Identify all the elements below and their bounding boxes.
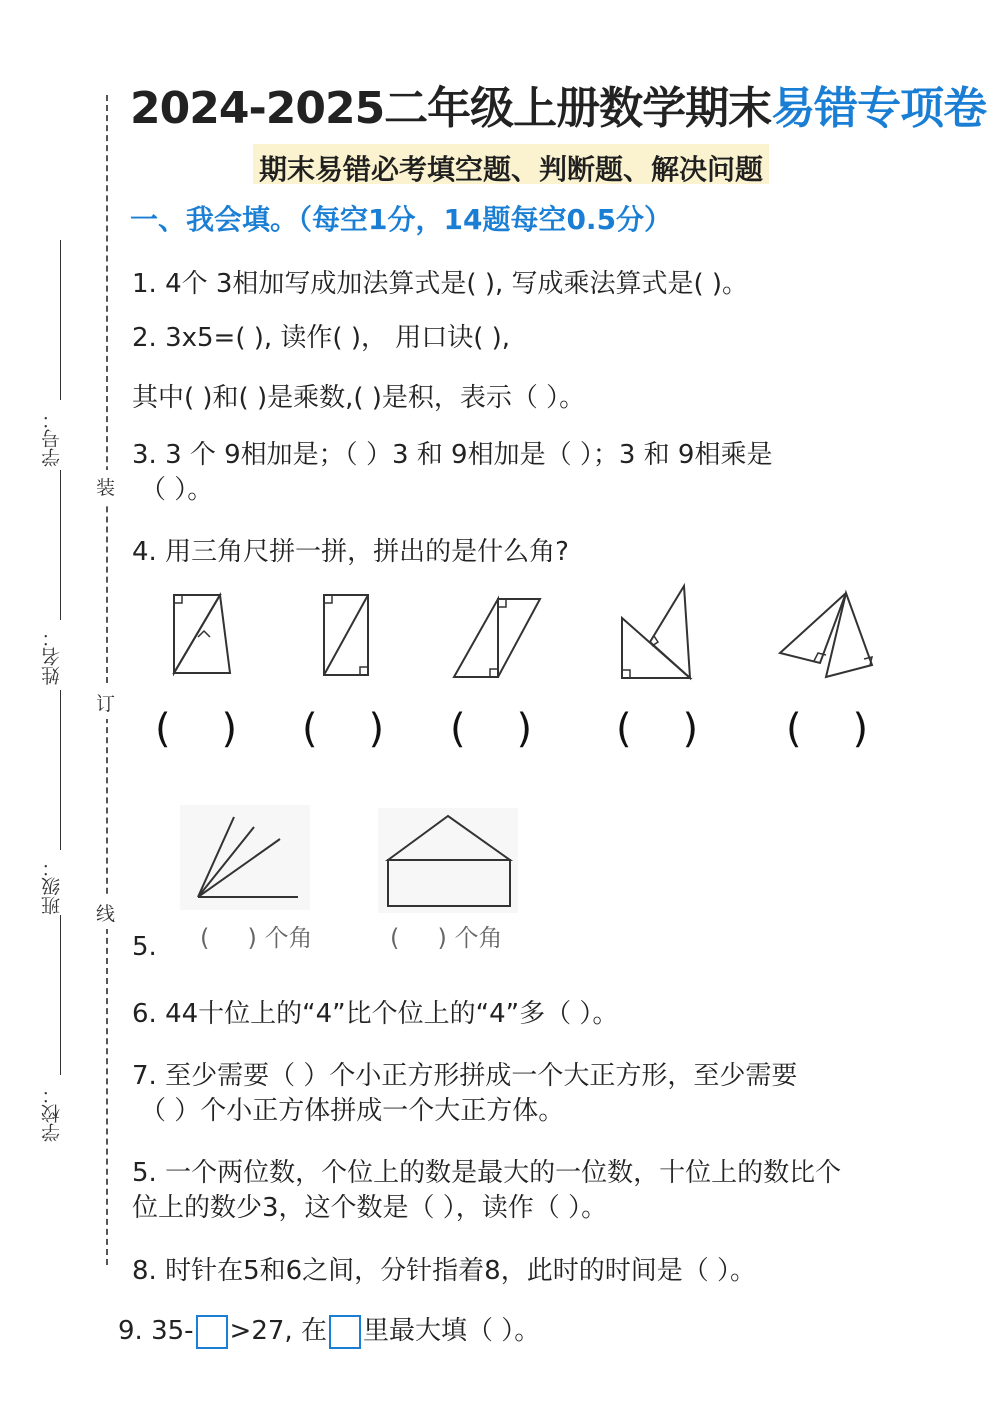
question-7: 7. 至少需要（ ）个小正方形拼成一个大正方形，至少需要	[132, 1061, 798, 1091]
question-9-suffix: 里最大填（ ）。	[362, 1316, 541, 1346]
binding-dashed-line	[106, 95, 108, 1265]
question-2: 2. 3x5=( ), 读作( )， 用口诀( ),	[132, 323, 511, 353]
question-5b: 5. 一个两位数，个位上的数是最大的一位数，十位上的数比个	[132, 1158, 842, 1188]
rays-angle-figure	[180, 805, 310, 910]
answer-box-1[interactable]	[196, 1315, 228, 1349]
angle-figure-3	[448, 585, 548, 685]
question-8: 8. 时针在5和6之间，分针指着8，此时的时间是（ ）。	[132, 1256, 756, 1286]
answer-paren-4[interactable]: ( )	[616, 706, 699, 752]
answer-paren-1[interactable]: ( )	[155, 706, 238, 752]
question-3: 3. 3 个 9相加是；（ ）3 和 9相加是（ ）；3 和 9相乘是	[132, 440, 773, 470]
class-label: 班级：	[41, 858, 63, 915]
question-6: 6. 44十位上的“4”比个位上的“4”多（ ）。	[132, 999, 619, 1029]
section-heading-fill: 一、我会填。（每空1分，14题每空0.5分）	[130, 203, 673, 236]
question-9-middle: >27, 在	[229, 1316, 327, 1346]
binding-word-zhuang: 装	[96, 470, 115, 503]
answer-paren-3[interactable]: ( )	[450, 706, 533, 752]
question-5-label: 5.	[132, 932, 157, 962]
question-9-prefix: 9. 35-	[118, 1316, 194, 1346]
title-main: 2024-2025二年级上册数学期末	[130, 83, 772, 134]
class-rule	[60, 690, 61, 850]
name-label: 姓名：	[41, 628, 63, 685]
question-7-continued: （ ）个小正方体拼成一个大正方体。	[140, 1096, 565, 1126]
school-rule	[60, 915, 61, 1075]
page-title	[130, 72, 986, 136]
question-5-blank-a[interactable]: ( ) 个角	[200, 924, 313, 952]
question-2-continued: 其中( )和( )是乘数,( )是积，表示（ ）。	[132, 383, 586, 413]
house-shape-figure	[378, 808, 518, 913]
question-5b-continued: 位上的数少3，这个数是（ ），读作（ ）。	[132, 1193, 608, 1223]
page-subtitle: 期末易错必考填空题、判断题、解决问题	[253, 144, 769, 184]
title-highlight: 易错专项卷	[771, 83, 987, 134]
angle-figure-4	[612, 580, 702, 685]
question-9	[118, 1310, 540, 1349]
question-1: 1. 4个 3相加写成加法算式是( ), 写成乘法算式是( )。	[132, 269, 749, 299]
name-rule	[60, 470, 61, 620]
question-5-blank-b[interactable]: ( ) 个角	[390, 924, 503, 952]
binding-word-ding: 订	[96, 686, 115, 719]
angle-figure-5	[772, 585, 882, 685]
question-3-continued: （ ）。	[140, 475, 214, 505]
angle-figure-2	[312, 585, 382, 685]
question-4: 4. 用三角尺拼一拼，拼出的是什么角?	[132, 537, 569, 567]
angle-figure-1	[160, 585, 240, 685]
student-no-label: 学号：	[41, 410, 63, 467]
answer-paren-5[interactable]: ( )	[786, 706, 869, 752]
binding-word-xian: 线	[96, 896, 115, 929]
school-label: 学校：	[41, 1085, 63, 1142]
answer-box-2[interactable]	[329, 1315, 361, 1349]
answer-paren-2[interactable]: ( )	[302, 706, 385, 752]
student-no-rule	[60, 240, 61, 400]
